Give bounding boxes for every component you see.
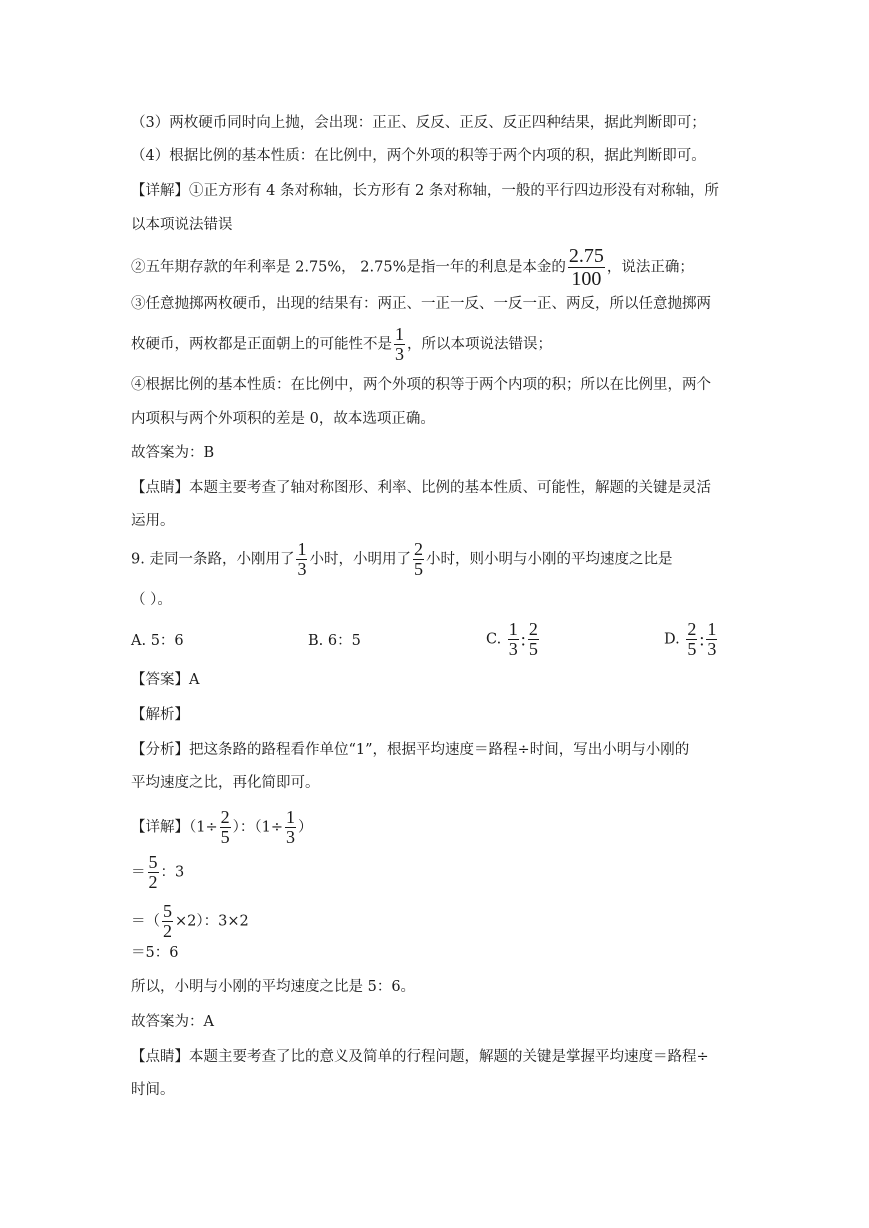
solution-step-2 [131,902,249,941]
solution-detail-text: 【详解】（1÷ [131,819,218,836]
solution-step-3: ＝5：6 [131,945,179,961]
detail-item-2-text: ②五年期存款的年利率是 2.75%， 2.75%是指一年的利息是本金的 [131,259,566,276]
option-a: A. 5：6 [131,633,184,649]
analysis-label: 【解析】 [131,707,189,723]
fraction-numerator: 1 [286,807,295,827]
detail-item-3-line-2 [131,325,552,364]
fraction-one-third [296,540,307,579]
fraction-numerator: 1 [508,619,518,639]
fraction-one-third [285,808,296,847]
solution-detail [131,808,313,847]
fraction-two-fifths [528,620,539,659]
solution-conclusion: 所以，小明与小刚的平均速度之比是 5：6。 [131,979,416,995]
fraction-2-75-over-100 [568,245,605,290]
fraction-denominator: 3 [286,827,295,847]
option-d-label: D. [664,631,680,648]
fraction-denominator: 3 [508,639,518,659]
option-d [664,620,719,659]
fraction-denominator: 2 [163,921,172,941]
detail-item-3-tail: ，所以本项说法错误； [407,336,552,353]
detail-item-4-line-2: 内项积与两个外项积的差是 0，故本选项正确。 [131,411,435,427]
analysis-line-1: 【分析】把这条路的路程看作单位“1”，根据平均速度＝路程÷时间，写出小明与小刚的 [131,742,690,758]
detail-item-3-line-1: ③任意抛掷两枚硬币，出现的结果有：两正、一正一反、一反一正、两反，所以任意抛掷两 [131,296,711,312]
fraction-two-fifths [686,620,697,659]
detail-item-3-text: 枚硬币，两枚都是正面朝上的可能性不是 [131,336,392,353]
question-9-blank: （ ）。 [131,592,172,608]
step-2-suffix: ×2）：3×2 [175,913,249,930]
detail-item-2 [131,245,694,290]
question-9-text-a: 9. 走同一条路，小刚用了 [131,551,295,568]
question-9-text-b: 小时，小明用了 [309,551,411,568]
fraction-numerator: 2 [220,807,230,827]
fraction-numerator: 5 [148,852,158,872]
fraction-numerator: 5 [163,901,172,921]
step-2-prefix: ＝（ [131,913,160,930]
fraction-five-halves [162,902,173,941]
detail-item-2-tail: ，说法正确； [606,259,694,276]
ratio-colon: : [520,629,526,650]
solution-comment-line-1: 【点睛】本题主要考查了比的意义及简单的行程问题，解题的关键是掌握平均速度＝路程÷ [131,1049,709,1065]
fraction-denominator: 2 [148,872,158,892]
solution-step-1 [131,853,184,892]
detail-item-4-line-1: ④根据比例的基本性质：在比例中，两个外项的积等于两个内项的积；所以在比例里，两个 [131,377,711,393]
fraction-one-third [508,620,519,659]
analysis-line-2: 平均速度之比，再化简即可。 [131,775,320,791]
solution-answer: 故答案为：A [131,1014,214,1030]
solution-comment-line-2: 时间。 [131,1082,175,1098]
ratio-colon: : [699,629,705,650]
fraction-five-halves [148,853,159,892]
answer-label: 【答案】A [131,672,200,688]
fraction-denominator: 3 [707,639,717,659]
step-1-prefix: ＝ [131,864,146,881]
fraction-denominator: 100 [571,268,602,290]
detail-answer: 故答案为：B [131,445,215,461]
solution-detail-end: ） [298,819,313,836]
fraction-denominator: 3 [297,559,307,579]
fraction-one-third [394,325,405,364]
option-c [486,620,541,659]
fraction-denominator: 5 [220,827,230,847]
analysis-item-4: （4）根据比例的基本性质：在比例中，两个外项的积等于两个内项的积，据此判断即可。 [131,148,706,164]
fraction-numerator: 1 [297,539,307,559]
comment-line-2: 运用。 [131,513,175,529]
analysis-item-3: （3）两枚硬币同时向上抛，会出现：正正、反反、正反、反正四种结果，据此判断即可； [131,115,706,131]
solution-detail-mid: ）：（1÷ [232,819,283,836]
fraction-numerator: 2 [687,619,697,639]
fraction-denominator: 3 [395,344,404,364]
question-9-text-c: 小时，则小明与小刚的平均速度之比是 [425,551,673,568]
fraction-numerator: 2 [528,619,538,639]
fraction-numerator: 1 [707,619,717,639]
fraction-denominator: 5 [413,559,423,579]
detail-line-2: 以本项说法错误 [131,217,233,233]
fraction-numerator: 2.75 [568,245,604,267]
fraction-denominator: 5 [687,639,697,659]
detail-line-1: 【详解】①正方形有 4 条对称轴，长方形有 2 条对称轴，一般的平行四边形没有对称轴，所 [131,183,719,199]
option-c-label: C. [486,631,502,648]
fraction-denominator: 5 [528,639,538,659]
fraction-numerator: 2 [413,539,423,559]
fraction-two-fifths [413,540,424,579]
option-b: B. 6：5 [308,633,361,649]
question-9-stem [131,540,672,579]
fraction-two-fifths [220,808,231,847]
step-1-suffix: ：3 [160,864,185,881]
fraction-one-third [706,620,717,659]
comment-line-1: 【点睛】本题主要考查了轴对称图形、利率、比例的基本性质、可能性，解题的关键是灵活 [131,480,711,496]
fraction-numerator: 1 [395,324,404,344]
